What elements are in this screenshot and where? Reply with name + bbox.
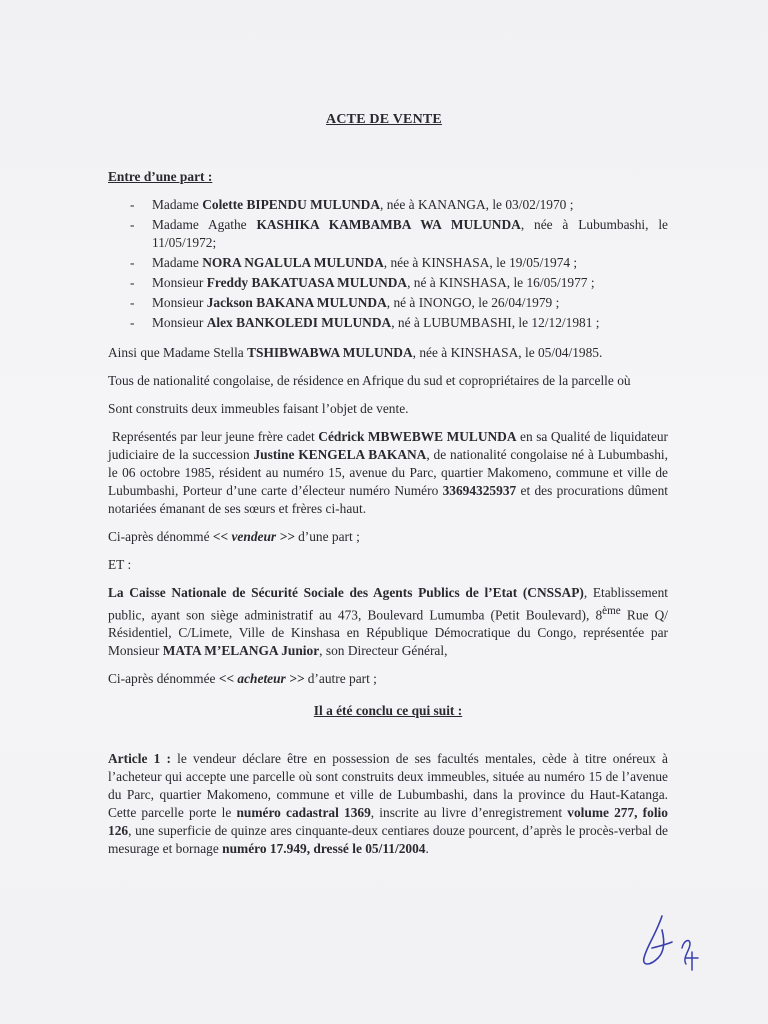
buyer-paragraph: La Caisse Nationale de Sécurité Sociale des Agents Publics de l’Etat (CNSSAP), Etablissement public, ayant son siège administratif au 473, Boulevard Lumumba (Petit Boulevard), 8ème Rue Q/ Résidentiel, C/Limete, Ville de Kinshasa en République Démocratique du Congo, représentée par Monsieur MATA M’ELANGA Junior, son Directeur Général, xyxy=(108,585,669,659)
buyer-designation: Ci-après dénommée << acheteur >> d’autre part ; xyxy=(108,671,377,687)
seller-designation: Ci-après dénommé << vendeur >> d’une part ; xyxy=(108,529,360,544)
representative-paragraph: Représentés par leur jeune frère cadet Cédrick MBWEBWE MULUNDA en sa Qualité de liquidateur judiciaire de la succession Justine KENGELA BAKANA, de nationalité congolaise né à Lubumbashi, le 06 octobre 1985, résident au numéro 15, avenue du Parc, quartier Makomeno, commune et ville de Lubumbashi, Porteur d’une carte d’électeur numéro Numéro 33694325937 et des procurations dûment notariées émanant de ses sœurs et frères ci-haut. xyxy=(108,429,669,516)
list-item: - Madame Colette BIPENDU MULUNDA, née à KANANGA, le 03/02/1970 ; xyxy=(108,196,668,214)
article-1: Article 1 : le vendeur déclare être en possession de ses facultés mentales, cède à titre onéreux à l’acheteur qui accepte une parcelle où sont construits deux immeubles, située au numéro 15 de l’avenue du Parc, quartier Makomeno, commune et ville de Lubumbashi, dans la province du Haut-Katanga. Cette parcelle porte le numéro cadastral 1369, inscrite au livre d’enregistrement volume 277, folio 126, une superficie de quinze ares cinquante-deux centiares douze pourcent, d’après le procès-verbal de mesurage et bornage numéro 17.949, dressé le 05/11/2004. xyxy=(108,751,668,857)
list-item: - Madame Agathe KASHIKA KAMBAMBA WA MULUNDA, née à Lubumbashi, le 11/05/1972; xyxy=(108,216,668,252)
document-title: ACTE DE VENTE xyxy=(326,112,442,127)
nationality-paragraph: Tous de nationalité congolaise, de résidence en Afrique du sud et copropriétaires de la parcelle où xyxy=(108,373,631,388)
et-separator: ET : xyxy=(108,557,132,572)
list-item: - Monsieur Freddy BAKATUASA MULUNDA, né à KINSHASA, le 16/05/1977 ; xyxy=(108,274,668,292)
list-item: - Monsieur Jackson BAKANA MULUNDA, né à INONGO, le 26/04/1979 ; xyxy=(108,294,668,312)
signature-mark xyxy=(632,908,712,978)
ainsi-paragraph: Ainsi que Madame Stella TSHIBWABWA MULUNDA, née à KINSHASA, le 05/04/1985. xyxy=(108,345,603,360)
agreement-heading: Il a été conclu ce qui suit : xyxy=(313,703,463,719)
list-item: - Madame NORA NGALULA MULUNDA, née à KINSHASA, le 19/05/1974 ; xyxy=(108,254,668,272)
list-item: - Monsieur Alex BANKOLEDI MULUNDA, né à LUBUMBASHI, le 12/12/1981 ; xyxy=(108,314,668,332)
document-body xyxy=(108,168,668,868)
parties-list xyxy=(108,196,668,332)
buildings-paragraph: Sont construits deux immeubles faisant l’objet de vente. xyxy=(108,401,409,416)
part-one-heading: Entre d’une part : xyxy=(108,169,213,184)
